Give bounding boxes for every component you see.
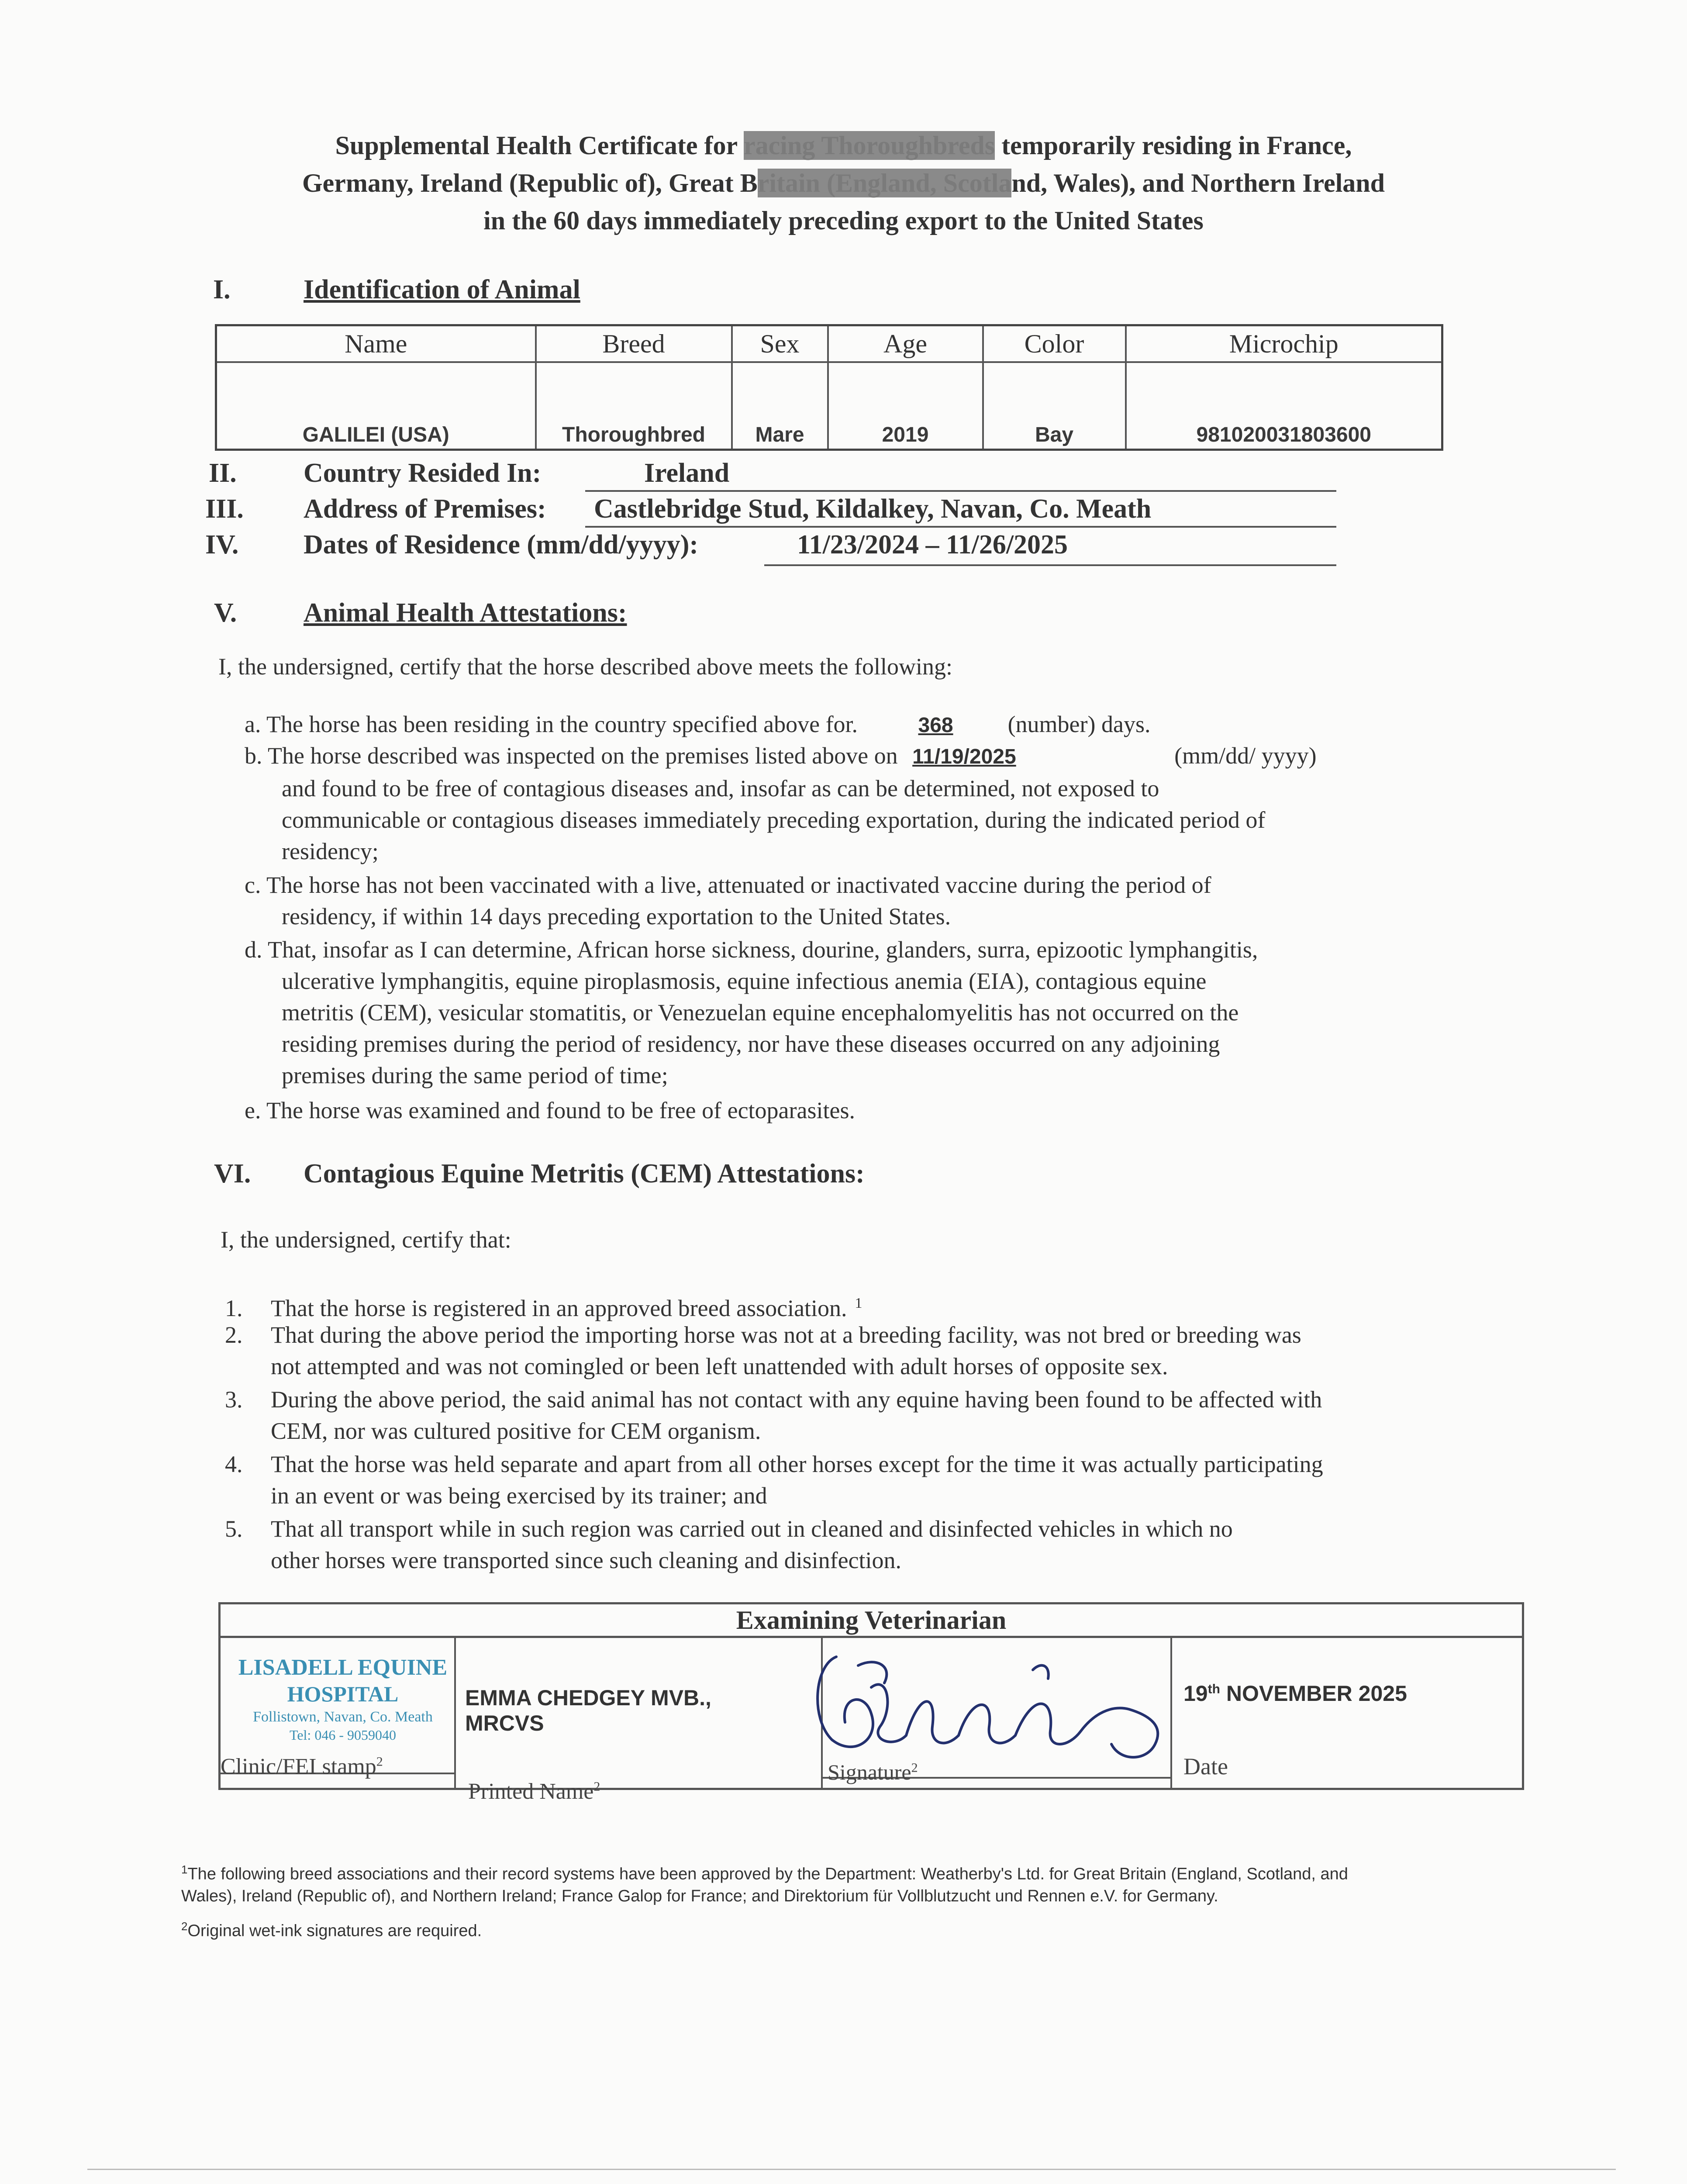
signature-label: Signature$^2$ xyxy=(828,1760,918,1784)
redacted-text: ritain (England, Scotla xyxy=(757,169,1012,197)
country-value: Ireland xyxy=(644,458,730,488)
title-line-3: in the 60 days immediately preceding export to the United States xyxy=(483,206,1204,235)
attestation-d: d. That, insofar as I can determine, African horse sickness, dourine, glanders, surra, epizootic lymphangitis, ulcerative lymphangitis, equine piroplasmosis, equine infectious anemia (EIA), contagious equine metritis (CEM), vesicular stomatitis, or Venezuelan equine encephalomyelitis has not occurred on the residing premises during the period of residency, nor have these diseases occurred on any adjoining premises during the same period of time; xyxy=(245,936,1258,1089)
header-age: Age xyxy=(828,325,983,363)
section-6-title: Contagious Equine Metritis (CEM) Attestations: xyxy=(304,1159,865,1189)
footnote-2: $^2$Original wet-ink signatures are required. xyxy=(181,1920,482,1940)
signature-date: 19th NOVEMBER 2025 xyxy=(1183,1681,1407,1706)
section-3-number: III. xyxy=(205,494,244,524)
country-label: Country Resided In: xyxy=(304,458,542,488)
cem-item-5: 5. That all transport while in such region was carried out in cleaned and disinfected vehicles in which no other horses were transported since such cleaning and disinfection. xyxy=(225,1516,1233,1573)
section-1-number: I. xyxy=(213,275,231,304)
attestation-b: b. The horse described was inspected on the premises listed above on 11/19/2025 (mm/dd/ yyyy) and found to be free of contagious diseases and, insofar as can be determined, not exposed to communicable or contagious diseases immediately preceding exportation, during the indicated period of residency; xyxy=(245,740,1317,867)
clinic-stamp xyxy=(221,1655,465,1743)
cem-item-2: 2. That during the above period the importing horse was not at a breeding facility, was not bred or breeding was not attempted and was not comingled or been left unattended with adult horses of opposite sex. xyxy=(225,1322,1301,1379)
attestation-c: c. The horse has not been vaccinated with a live, attenuated or inactivated vaccine during the period of residency, if within 14 days preceding exportation to the United States. xyxy=(245,872,1211,930)
header-name: Name xyxy=(216,325,536,363)
examining-veterinarian-box xyxy=(218,1602,1524,1790)
value-name: GALILEI (USA) xyxy=(216,362,536,450)
section-4-number: IV. xyxy=(205,530,239,560)
section-6-number: VI. xyxy=(214,1159,251,1189)
attestation-e: e. The horse was examined and found to be free of ectoparasites. xyxy=(245,1097,855,1123)
value-breed: Thoroughbred xyxy=(536,362,732,450)
section-5-title: Animal Health Attestations: xyxy=(304,598,627,628)
stamp-line-1: LISADELL EQUINE xyxy=(238,1655,448,1680)
stamp-line-3: Follistown, Navan, Co. Meath xyxy=(253,1709,433,1725)
stamp-line-2: HOSPITAL xyxy=(287,1682,399,1706)
stamp-line-4: Tel: 046 - 9059040 xyxy=(290,1727,396,1743)
header-color: Color xyxy=(983,325,1126,363)
value-microchip: 981020031803600 xyxy=(1126,362,1442,450)
redacted-text: racing Thoroughbreds xyxy=(744,131,995,160)
section-2-number: II. xyxy=(209,458,237,488)
title-line-2: Germany, Ireland (Republic of), Great Britain (England, Scotland, Wales), and Northern Ireland xyxy=(302,169,1385,197)
header-breed: Breed xyxy=(536,325,732,363)
examining-veterinarian-header: Examining Veterinarian xyxy=(221,1604,1522,1638)
value-sex: Mare xyxy=(732,362,828,450)
address-value: Castlebridge Stud, Kildalkey, Navan, Co. Meath xyxy=(594,494,1152,524)
cem-item-4: 4. That the horse was held separate and apart from all other horses except for the time it was actually participating in an event or was being exercised by its trainer; and xyxy=(225,1451,1323,1509)
dates-value: 11/23/2024 – 11/26/2025 xyxy=(797,530,1068,560)
clinic-stamp-label: Clinic/FEI stamp$^2$ xyxy=(221,1754,383,1779)
printed-name-label: Printed Name$^2$ xyxy=(468,1779,600,1804)
footnote-1: $^1$The following breed associations and their record systems have been approved by the Department: Weatherby's Ltd. for Great Britain (England, Scotland, and Wales), Ireland (Republic of), and Northern Ireland; France Galop for France; and Direktorium für Vollblutzucht und Rennen e.V. for Germany. xyxy=(181,1863,1348,1905)
identification-table xyxy=(215,324,1443,451)
identification-value-row xyxy=(216,362,1442,450)
cem-item-1: 1. That the horse is registered in an approved breed association. $^1$ xyxy=(225,1295,862,1321)
value-age: 2019 xyxy=(828,362,983,450)
section-1-title: Identification of Animal xyxy=(304,275,580,304)
inspection-date: 11/19/2025 xyxy=(912,745,1016,768)
date-label: Date xyxy=(1183,1753,1228,1780)
section-6-intro: I, the undersigned, certify that: xyxy=(221,1227,511,1253)
address-label: Address of Premises: xyxy=(304,494,546,524)
value-color: Bay xyxy=(983,362,1126,450)
residency-days: 368 xyxy=(918,714,953,737)
section-5-intro: I, the undersigned, certify that the horse described above meets the following: xyxy=(218,653,952,680)
page-bottom-edge xyxy=(87,2169,1616,2170)
title-line-1: Supplemental Health Certificate for racing Thoroughbreds temporarily residing in France, xyxy=(335,131,1352,160)
address-underline xyxy=(585,526,1336,528)
certificate-title xyxy=(131,127,1556,239)
attestation-a: a. The horse has been residing in the country specified above for. 368 (number) days. xyxy=(245,708,1150,741)
dates-label: Dates of Residence (mm/dd/yyyy): xyxy=(304,530,699,560)
header-sex: Sex xyxy=(732,325,828,363)
identification-header-row xyxy=(216,325,1442,363)
cem-item-3: 3. During the above period, the said animal has not contact with any equine having been found to be affected with CEM, nor was cultured positive for CEM organism. xyxy=(225,1386,1322,1444)
country-underline xyxy=(585,490,1336,492)
printed-name: EMMA CHEDGEY MVB., MRCVS xyxy=(465,1686,711,1735)
dates-underline xyxy=(764,564,1336,566)
header-microchip: Microchip xyxy=(1126,325,1442,363)
section-5-number: V. xyxy=(214,598,237,628)
